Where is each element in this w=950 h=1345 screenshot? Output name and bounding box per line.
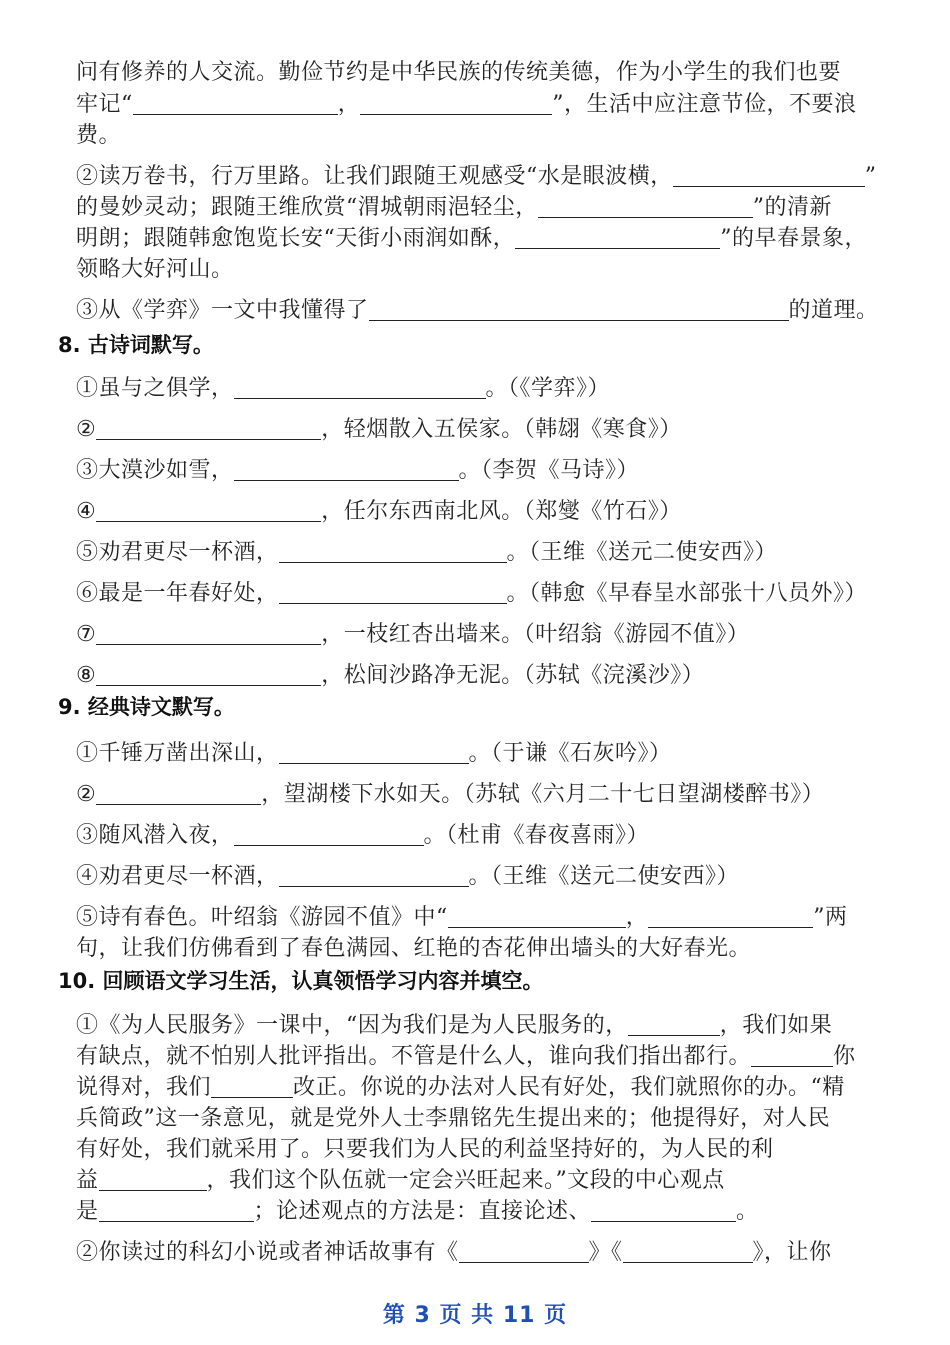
list-item: ①虽与之俱学， 。（《学弈》） xyxy=(76,376,611,401)
text-line: 说得对，我们 改正。你说的办法对人民有好处，我们就照你的办。“精 xyxy=(76,1075,845,1100)
text-line: 句，让我们仿佛看到了春色满园、红艳的杏花伸出墙头的大好春光。 xyxy=(76,936,752,961)
text-line: ①《为人民服务》一课中，“因为我们是为人民服务的， ，我们如果 xyxy=(76,1013,833,1038)
answer-blank[interactable] xyxy=(648,905,813,928)
answer-blank[interactable] xyxy=(538,195,753,218)
section-9-heading: 9. 经典诗文默写。 xyxy=(58,695,235,719)
answer-blank[interactable] xyxy=(360,92,552,115)
answer-blank[interactable] xyxy=(279,864,469,887)
text-line: 益 ，我们这个队伍就一定会兴旺起来。”文段的中心观点 xyxy=(76,1168,725,1193)
answer-blank[interactable] xyxy=(279,741,469,764)
answer-blank[interactable] xyxy=(515,226,720,249)
text-line: 明朗；跟随韩愈饱览长安“天街小雨润如酥， ”的早春景象， xyxy=(76,226,867,251)
list-item: ⑤诗有春色。叶绍翁《游园不值》中“ ， ”两 xyxy=(76,905,848,930)
answer-blank[interactable] xyxy=(591,1199,736,1222)
list-item: ② ，轻烟散入五侯家。（韩翃《寒食》） xyxy=(76,417,682,442)
answer-blank[interactable] xyxy=(96,417,321,440)
answer-blank[interactable] xyxy=(369,298,789,321)
list-item: ⑥最是一年春好处， 。（韩愈《早春呈水部张十八员外》） xyxy=(76,581,868,606)
text-line: 费。 xyxy=(76,123,122,148)
answer-blank[interactable] xyxy=(211,1075,293,1098)
answer-blank[interactable] xyxy=(628,1013,720,1036)
list-item: ⑧ ，松间沙路净无泥。（苏轼《浣溪沙》） xyxy=(76,663,705,688)
answer-blank[interactable] xyxy=(96,782,261,805)
answer-blank[interactable] xyxy=(751,1044,833,1067)
answer-blank[interactable] xyxy=(279,540,507,563)
answer-blank[interactable] xyxy=(99,1168,207,1191)
answer-blank[interactable] xyxy=(279,581,507,604)
text-line: ③从《学弈》一文中我懂得了 的道理。 xyxy=(76,298,879,323)
section-10-heading: 10. 回顾语文学习生活，认真领悟学习内容并填空。 xyxy=(58,969,544,993)
answer-blank[interactable] xyxy=(459,1240,589,1263)
text-line: 的曼妙灵动；跟随王维欣赏“渭城朝雨浥轻尘， ”的清新 xyxy=(76,195,832,220)
text-line: 问有修养的人交流。勤俭节约是中华民族的传统美德，作为小学生的我们也要 xyxy=(76,60,842,85)
list-item: ⑤劝君更尽一杯酒， 。（王维《送元二使安西》） xyxy=(76,540,778,565)
answer-blank[interactable] xyxy=(448,905,626,928)
section-8-heading: 8. 古诗词默写。 xyxy=(58,333,214,357)
answer-blank[interactable] xyxy=(673,164,865,187)
list-item: ⑦ ，一枝红杏出墙来。（叶绍翁《游园不值》） xyxy=(76,622,750,647)
answer-blank[interactable] xyxy=(96,663,321,686)
page-footer: 第 3 页 共 11 页 xyxy=(382,1303,568,1328)
list-item: ③大漠沙如雪， 。（李贺《马诗》） xyxy=(76,458,640,483)
list-item: ①千锤万凿出深山， 。（于谦《石灰吟》） xyxy=(76,741,672,766)
answer-blank[interactable] xyxy=(96,499,321,522)
text-line: 有好处，我们就采用了。只要我们为人民的利益坚持好的，为人民的利 xyxy=(76,1137,774,1162)
list-item: ④劝君更尽一杯酒， 。（王维《送元二使安西》） xyxy=(76,864,740,889)
text-line: ②你读过的科幻小说或者神话故事有《 》《 》，让你 xyxy=(76,1240,832,1265)
answer-blank[interactable] xyxy=(234,823,424,846)
list-item: ② ，望湖楼下水如天。（苏轼《六月二十七日望湖楼醉书》） xyxy=(76,782,825,807)
answer-blank[interactable] xyxy=(234,458,459,481)
list-item: ③随风潜入夜， 。（杜甫《春夜喜雨》） xyxy=(76,823,650,848)
text-line: 兵简政”这一条意见，就是党外人士李鼎铭先生提出来的；他提得好，对人民 xyxy=(76,1106,831,1131)
text-line: 领略大好河山。 xyxy=(76,257,234,282)
text-line: ②读万卷书，行万里路。让我们跟随王观感受“水是眼波横， ” xyxy=(76,164,877,189)
answer-blank[interactable] xyxy=(133,92,338,115)
text-line: 有缺点，就不怕别人批评指出。不管是什么人，谁向我们指出都行。 你 xyxy=(76,1044,856,1069)
answer-blank[interactable] xyxy=(99,1199,254,1222)
answer-blank[interactable] xyxy=(623,1240,753,1263)
text-line: 牢记“ ， ”，生活中应注意节俭，不要浪 xyxy=(76,92,857,117)
answer-blank[interactable] xyxy=(234,376,486,399)
text-line: 是 ；论述观点的方法是：直接论述、 。 xyxy=(76,1199,759,1224)
list-item: ④ ，任尔东西南北风。（郑燮《竹石》） xyxy=(76,499,682,524)
answer-blank[interactable] xyxy=(96,622,321,645)
